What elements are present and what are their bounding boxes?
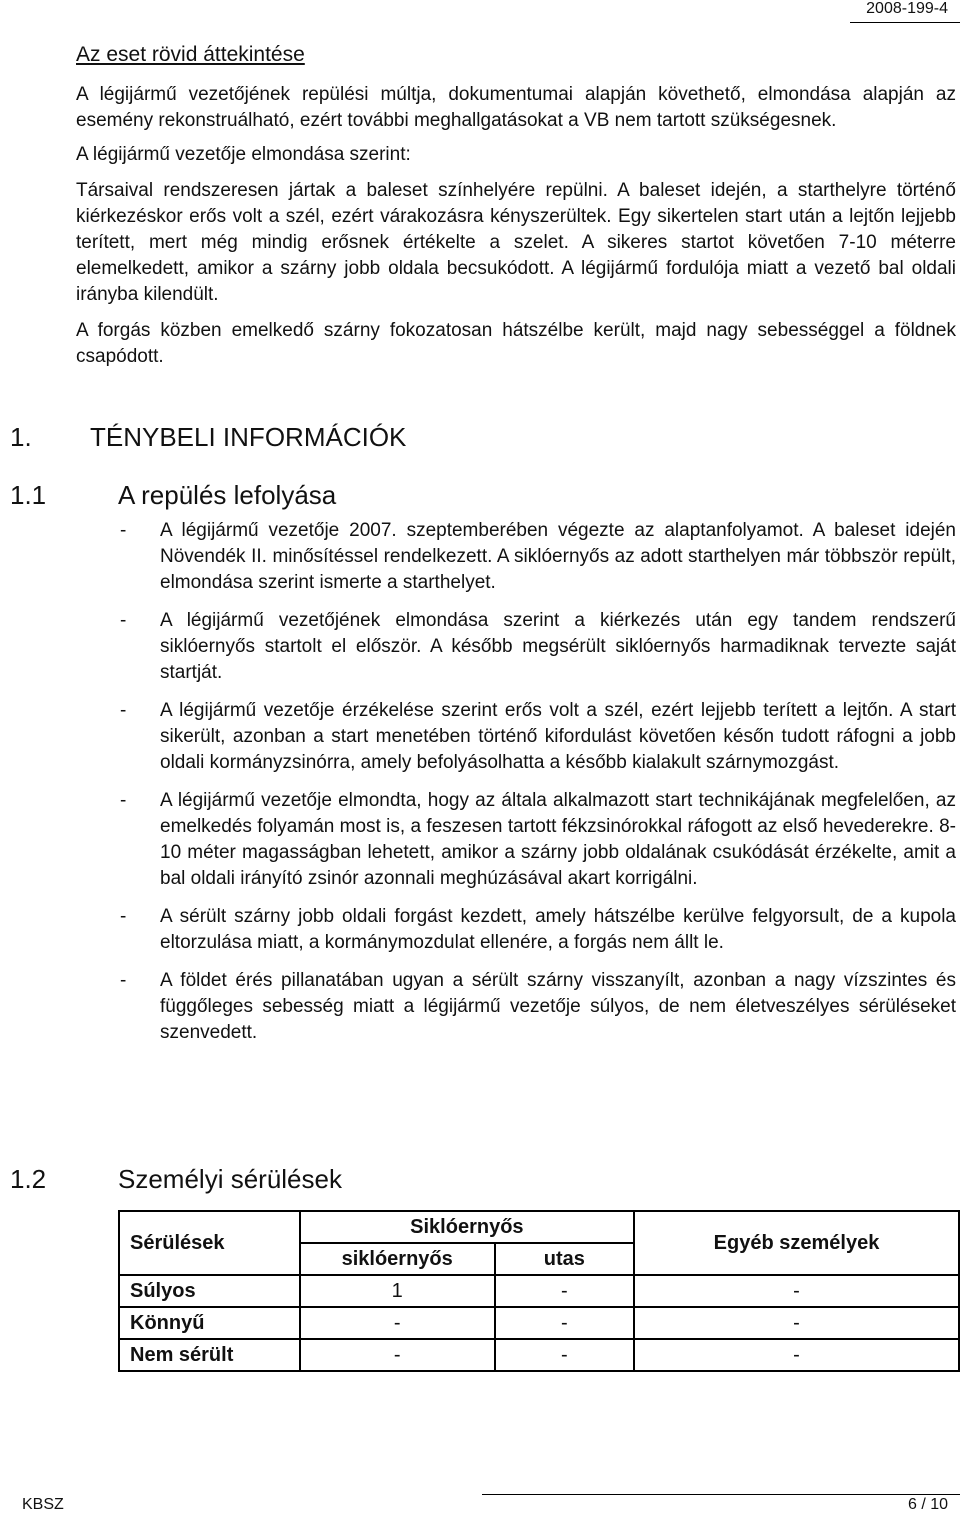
list-item-text: A légijármű vezetője érzékelése szerint erős volt a szél, ezért lejjebb terített a lejtőn. A start sikerült, azonban a start menetében történő kifordulást követően későn tudott ráfogni a jobb oldali kormányzsinórra, amely befolyásolhatta a később kialakult szárnymozgást. — [160, 700, 956, 773]
cell-pilot: 1 — [300, 1275, 495, 1307]
document-reference: 2008-199-4 — [866, 0, 948, 17]
bullet-dash: - — [120, 520, 127, 541]
list-item — [120, 698, 956, 776]
header-paraglider-group: Siklóernyős — [300, 1211, 634, 1243]
table-row — [119, 1307, 959, 1339]
bullet-dash: - — [120, 906, 127, 927]
list-item — [120, 968, 956, 1046]
cell-other: - — [634, 1339, 959, 1371]
header-other-persons: Egyéb személyek — [634, 1211, 959, 1275]
list-item — [120, 518, 956, 596]
section-1-1-number: 1.1 — [10, 480, 47, 510]
header-injuries: Sérülések — [119, 1211, 300, 1275]
header-passenger: utas — [495, 1243, 634, 1275]
footer-organization: KBSZ — [22, 1496, 64, 1513]
flight-events-list — [120, 518, 956, 1058]
row-label: Nem sérült — [119, 1339, 300, 1371]
cell-passenger: - — [495, 1275, 634, 1307]
summary-paragraph-1: A légijármű vezetőjének repülési múltja, dokumentumai alapján követhető, elmondása alapján az esemény rekonstruálható, ezért további meghallgatásokat a VB nem tartott szükségesnek. — [76, 84, 956, 131]
cell-passenger: - — [495, 1307, 634, 1339]
cell-other: - — [634, 1307, 959, 1339]
header-pilot: siklóernyős — [300, 1243, 495, 1275]
list-item — [120, 788, 956, 892]
cell-pilot: - — [300, 1339, 495, 1371]
footer-rule — [482, 1494, 960, 1495]
row-label: Könnyű — [119, 1307, 300, 1339]
section-1-heading — [10, 422, 406, 453]
section-1-number: 1. — [10, 422, 32, 452]
table-row — [119, 1339, 959, 1371]
section-1-2-heading — [10, 1164, 342, 1195]
list-item-text: A földet érés pillanatában ugyan a sérült szárny visszanyílt, azonban a nagy vízszintes és függőleges sebesség miatt a légijármű vezetője súlyos, de nem életveszélyes sérüléseket szenvedett. — [160, 970, 956, 1043]
section-1-1-heading — [10, 480, 336, 511]
list-item — [120, 904, 956, 956]
list-item — [120, 608, 956, 686]
summary-section — [76, 42, 956, 370]
cell-pilot: - — [300, 1307, 495, 1339]
section-1-2-title: Személyi sérülések — [118, 1164, 342, 1194]
list-item-text: A sérült szárny jobb oldali forgást kezdett, amely hátszélbe kerülve felgyorsult, de a kupola eltorzulása miatt, a kormánymozdulat ellenére, a forgás nem állt le. — [160, 906, 956, 953]
bullet-dash: - — [120, 790, 127, 811]
page-number: 6 / 10 — [907, 1496, 948, 1513]
bullet-dash: - — [120, 970, 127, 991]
header-rule — [850, 22, 960, 23]
summary-title: Az eset rövid áttekintése — [76, 43, 305, 66]
section-1-title: TÉNYBELI INFORMÁCIÓK — [90, 422, 407, 452]
injuries-table — [118, 1210, 960, 1372]
summary-paragraph-3: Társaival rendszeresen jártak a baleset színhelyére repülni. A baleset idején, a starthelyre történő kiérkezéskor erős volt a szél, ezért várakozásra kényszerültek. Egy sikertelen start után a lejtőn lejjebb terített, mert még mindig erősnek értékelte a szelet. A sikeres startot követően 7-10 méterre elemelkedett, amikor a szárny jobb oldala becsukódott. A légijármű fordulója miatt a vezető bal oldali irányba kilendült. — [76, 180, 956, 305]
table-row — [119, 1275, 959, 1307]
cell-passenger: - — [495, 1339, 634, 1371]
cell-other: - — [634, 1275, 959, 1307]
bullet-dash: - — [120, 700, 127, 721]
summary-paragraph-4: A forgás közben emelkedő szárny fokozatosan hátszélbe került, majd nagy sebességgel a földnek csapódott. — [76, 320, 956, 367]
list-item-text: A légijármű vezetőjének elmondása szerint a kiérkezés után egy tandem rendszerű siklóernyős startolt el először. A később megsérült siklóernyős harmadiknak tervezte saját startját. — [160, 610, 956, 683]
bullet-dash: - — [120, 610, 127, 631]
section-1-2-number: 1.2 — [10, 1164, 47, 1194]
list-item-text: A légijármű vezetője elmondta, hogy az általa alkalmazott start technikájának megfelelően, az emelkedés folyamán most is, a feszesen tartott fékzsinórokkal ráfogott az első hevederekre. 8-10 méter magasságban lehetett, amikor a szárny jobb oldalának csukódását érzékelte, amit a bal oldali irányító zsinór azonnali meghúzásával akart korrigálni. — [160, 790, 956, 889]
summary-paragraph-2: A légijármű vezetője elmondása szerint: — [76, 144, 411, 165]
section-1-1-title: A repülés lefolyása — [118, 480, 337, 510]
list-item-text: A légijármű vezetője 2007. szeptemberében végezte az alaptanfolyamot. A baleset idején Növendék II. minősítéssel rendelkezett. A siklóernyős az adott starthelyen már többször repült, elmondása szerint ismerte a starthelyet. — [160, 520, 956, 593]
row-label: Súlyos — [119, 1275, 300, 1307]
